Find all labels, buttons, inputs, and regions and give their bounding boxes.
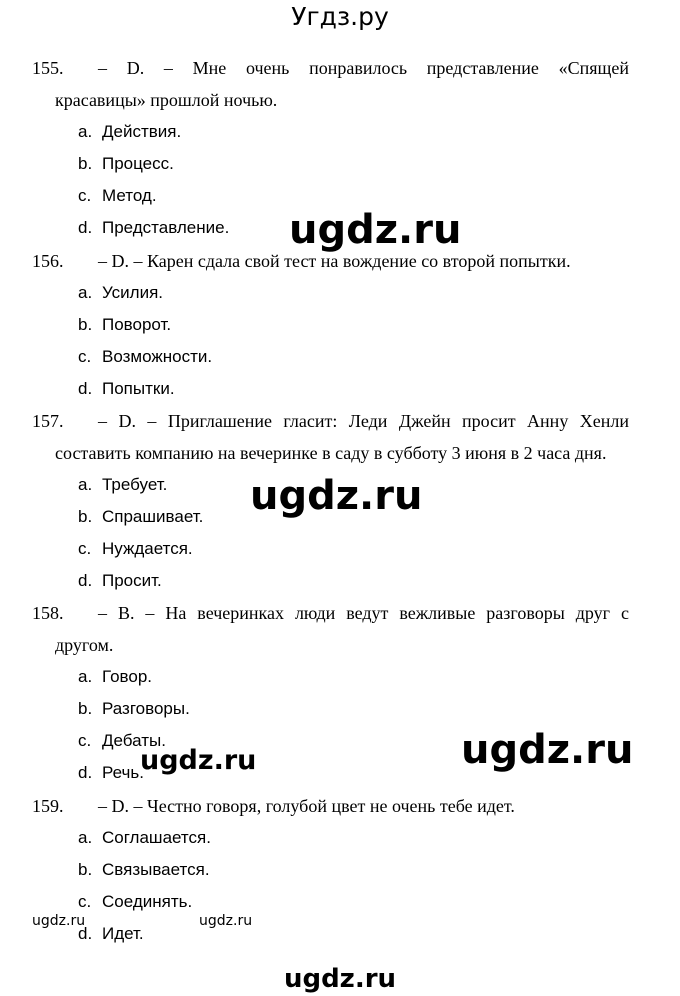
option-158-a: a. Говор. — [78, 667, 152, 686]
question-text-158-line-2: другом. — [55, 635, 114, 655]
watermark-4: ugdz.ru — [140, 745, 257, 776]
question-text-156-line-1: – D. – Карен сдала свой тест на вождение со второй попытки. — [98, 251, 571, 271]
option-156-a: a. Усилия. — [78, 283, 164, 302]
question-number-158: 158. — [32, 603, 64, 623]
option-157-a: a. Требует. — [78, 475, 168, 494]
option-155-a: a. Действия. — [78, 122, 182, 141]
question-number-159: 159. — [32, 796, 64, 816]
watermark-1: ugdz.ru — [289, 207, 462, 253]
watermark-5: ugdz.ru — [32, 913, 86, 929]
option-157-d: d. Просит. — [78, 571, 162, 590]
question-number-156: 156. — [32, 251, 64, 271]
site-title: Угдз.ру — [291, 2, 389, 31]
option-155-b: b. Процесс. — [78, 154, 174, 173]
option-157-c: c. Нуждается. — [78, 539, 193, 558]
option-159-b: b. Связывается. — [78, 860, 210, 879]
option-158-b: b. Разговоры. — [78, 699, 190, 718]
option-155-c: c. Метод. — [78, 186, 157, 205]
option-157-b: b. Спрашивает. — [78, 507, 204, 526]
option-159-a: a. Соглашается. — [78, 828, 211, 847]
option-158-c: c. Дебаты. — [78, 731, 166, 750]
question-text-155-line-1: – D. – Мне очень понравилось представление «Спящей — [98, 58, 629, 78]
watermark-6: ugdz.ru — [199, 913, 253, 929]
question-text-157-line-2: составить компанию на вечеринке в саду в субботу 3 июня в 2 часа дня. — [55, 443, 607, 463]
question-text-159-line-1: – D. – Честно говоря, голубой цвет не очень тебе идет. — [98, 796, 515, 816]
option-156-d: d. Попытки. — [78, 379, 175, 398]
option-156-b: b. Поворот. — [78, 315, 172, 334]
question-text-158-line-1: – B. – На вечеринках люди ведут вежливые разговоры друг с — [98, 603, 629, 623]
watermark-footer: ugdz.ru — [283, 964, 397, 994]
option-158-d: d. Речь. — [78, 763, 144, 782]
watermark-2: ugdz.ru — [250, 473, 423, 519]
option-159-d: d. Идет. — [78, 924, 144, 943]
option-155-d: d. Представление. — [78, 218, 230, 237]
option-156-c: c. Возможности. — [78, 347, 213, 366]
question-text-155-line-2: красавицы» прошлой ночью. — [55, 90, 278, 110]
option-159-c: c. Соединять. — [78, 892, 193, 911]
question-number-155: 155. — [32, 58, 64, 78]
question-text-157-line-1: – D. – Приглашение гласит: Леди Джейн просит Анну Хенли — [98, 411, 629, 431]
watermark-3: ugdz.ru — [461, 727, 634, 773]
question-number-157: 157. — [32, 411, 64, 431]
